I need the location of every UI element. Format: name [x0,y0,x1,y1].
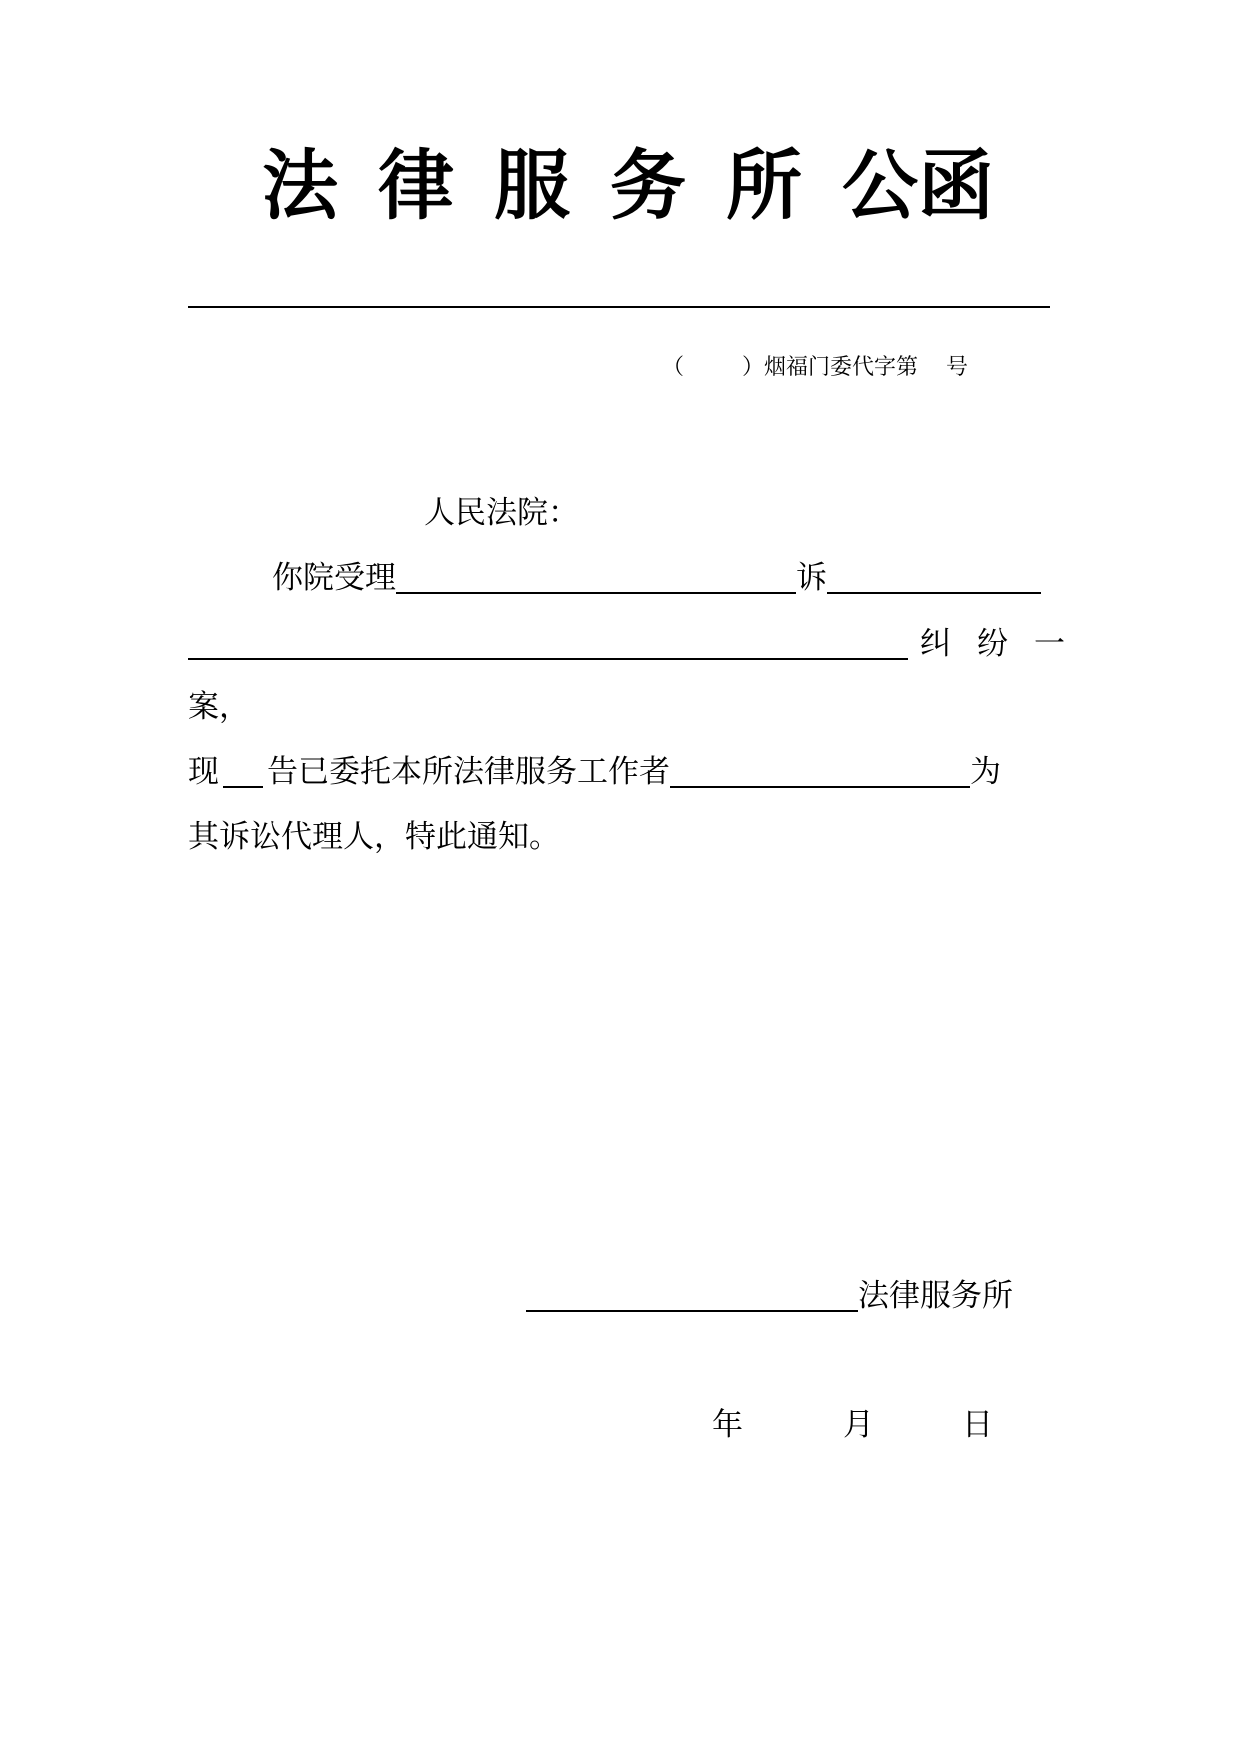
title-char-4: 务 [610,141,686,230]
plaintiff-blank[interactable] [396,562,796,594]
accept-row [272,562,1041,594]
date-gap-1 [743,1410,843,1441]
dispute-suffix: 纠纷一 [920,626,1091,662]
date-row [712,1407,993,1443]
office-name-blank[interactable] [526,1280,858,1312]
ref-year-blank [684,350,742,381]
title-char-3: 服 [494,141,570,230]
entrust-prefix: 现 [188,754,219,790]
date-day: 日 [962,1407,993,1443]
entrust-middle: 告已委托本所法律服务工作者 [267,754,670,790]
date-year: 年 [712,1407,743,1443]
versus-text: 诉 [796,560,827,596]
date-gap-2 [874,1410,962,1441]
title-char-1: 法 [262,141,338,230]
accept-prefix: 你院受理 [272,560,396,596]
notice-line: 其诉讼代理人，特此通知。 [188,819,560,855]
case-line: 案， [188,689,250,725]
title-char-6: 公函 [842,141,994,230]
entrust-row [188,756,1001,788]
ref-open-paren: （ [662,355,685,380]
title-char-2: 律 [378,141,454,230]
header-divider [188,306,1050,308]
dispute-row [188,628,1091,660]
date-month: 月 [843,1407,874,1443]
title-char-5: 所 [726,141,802,230]
reference-number [662,350,968,381]
signature-row [526,1280,1013,1312]
party-role-blank[interactable] [223,756,263,788]
document-title [262,141,994,230]
dispute-type-blank[interactable] [188,628,908,660]
ref-number-blank [918,350,946,381]
entrust-suffix: 为 [970,754,1001,790]
defendant-blank[interactable] [827,562,1041,594]
salutation: 人民法院： [424,495,579,531]
ref-code: ）烟福门委代字第 [742,355,919,380]
agent-name-blank[interactable] [670,756,970,788]
ref-number-suffix: 号 [946,355,969,380]
office-suffix: 法律服务所 [858,1278,1013,1314]
